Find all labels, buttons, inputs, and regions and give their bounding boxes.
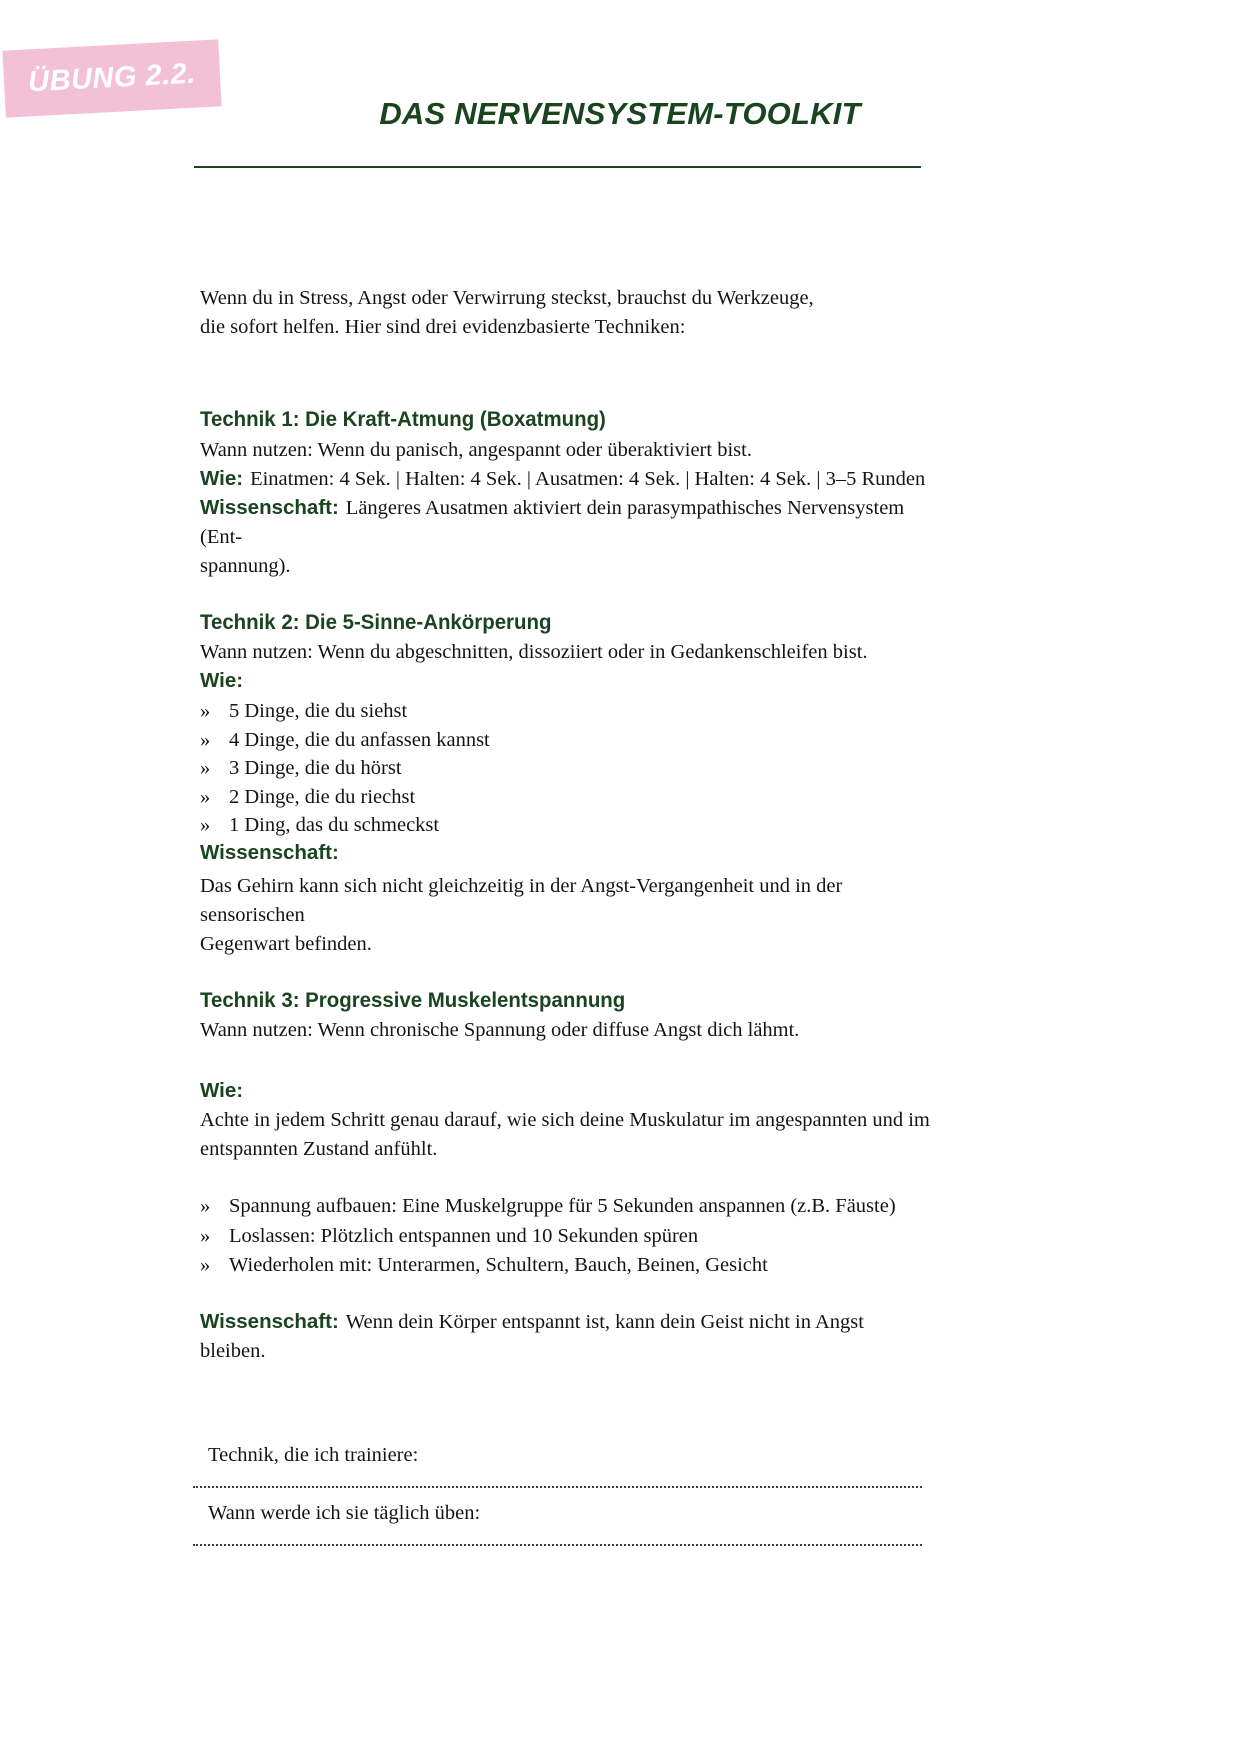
technik2-wissenschaft-text1: Das Gehirn kann sich nicht gleichzeitig in der Angst-Vergangenheit und in der sensorischen xyxy=(200,875,843,926)
wie-label: Wie: xyxy=(200,467,244,490)
technik1-wann: Wann nutzen: Wenn du panisch, angespannt oder überaktiviert bist. xyxy=(200,439,752,461)
intro-line-1: Wenn du in Stress, Angst oder Verwirrung steckst, brauchst du Werkzeuge, xyxy=(200,287,814,309)
list-item-text: 5 Dinge, die du siehst xyxy=(229,700,408,722)
bullet-marker: » xyxy=(200,700,211,722)
technik1-wie xyxy=(200,464,932,494)
technik3-heading: Technik 3: Progressive Muskelentspannung xyxy=(200,988,626,1012)
wissenschaft-label: Wissenschaft: xyxy=(200,1310,339,1333)
technik1-wissenschaft-text2: spannung). xyxy=(200,555,291,577)
list-item-text: 2 Dinge, die du riechst xyxy=(229,785,416,808)
technik2-wissenschaft-label-row xyxy=(200,838,932,868)
list-item xyxy=(200,1251,932,1281)
wissenschaft-label: Wissenschaft: xyxy=(200,841,339,864)
bullet-marker: » xyxy=(200,785,211,808)
page-title: DAS NERVENSYSTEM-TOOLKIT xyxy=(379,96,861,131)
technik2-wann: Wann nutzen: Wenn du abgeschnitten, dissoziiert oder in Gedankenschleifen bist. xyxy=(200,641,868,663)
list-item-text: 4 Dinge, die du anfassen kannst xyxy=(229,728,490,751)
technik3-body-line2: entspannten Zustand anfühlt. xyxy=(200,1138,438,1160)
technik3-body-line1: Achte in jedem Schritt genau darauf, wie sich deine Muskulatur im angespannten und im xyxy=(200,1109,930,1131)
technik3-wissenschaft-text: Wenn dein Körper entspannt ist, kann dein Geist nicht in Angst bleiben. xyxy=(200,1311,864,1362)
technik3-wie-label-row xyxy=(200,1076,932,1106)
list-item xyxy=(200,1192,932,1222)
bullet-marker: » xyxy=(200,1254,211,1276)
bullet-marker: » xyxy=(200,814,211,836)
technik2-wissenschaft-text2: Gegenwart befinden. xyxy=(200,933,372,955)
intro-line-2: die sofort helfen. Hier sind drei evidenzbasierte Techniken: xyxy=(200,316,686,338)
technik2-wissenschaft-body xyxy=(200,872,932,959)
technik1-wie-text: Einatmen: 4 Sek. | Halten: 4 Sek. | Ausatmen: 4 Sek. | Halten: 4 Sek. | 3–5 Runden xyxy=(250,468,926,490)
technik1-heading: Technik 1: Die Kraft-Atmung (Boxatmung) xyxy=(200,407,606,431)
technik2-wie xyxy=(200,666,932,696)
list-item-text: 3 Dinge, die du hörst xyxy=(229,757,402,779)
technik1-wissenschaft-line1 xyxy=(200,493,932,552)
technik1-wissenschaft-text1: Längeres Ausatmen aktiviert dein parasympathisches Nervensystem (Ent- xyxy=(200,497,905,548)
list-item xyxy=(200,811,932,840)
list-item xyxy=(200,754,932,783)
wie-label: Wie: xyxy=(200,1079,244,1102)
bullet-marker: » xyxy=(200,757,211,779)
bullet-marker: » xyxy=(200,728,211,751)
list-item-text: Loslassen: Plötzlich entspannen und 10 Sekunden spüren xyxy=(229,1224,699,1247)
exercise-badge-label: ÜBUNG 2.2. xyxy=(27,57,197,99)
wissenschaft-label: Wissenschaft: xyxy=(200,496,339,519)
field2-label: Wann werde ich sie täglich üben: xyxy=(208,1502,481,1524)
list-item xyxy=(200,783,932,812)
technik2-senses-list xyxy=(200,697,932,840)
technik3-body xyxy=(200,1106,932,1164)
technik2-heading: Technik 2: Die 5-Sinne-Ankörperung xyxy=(200,610,552,634)
title-divider xyxy=(194,166,921,168)
list-item-text: 1 Ding, das du schmeckst xyxy=(229,814,440,836)
list-item xyxy=(200,1222,932,1252)
technik3-wissenschaft xyxy=(200,1307,932,1366)
wie-label: Wie: xyxy=(200,669,244,692)
bullet-marker: » xyxy=(200,1195,211,1217)
field1-write-line[interactable] xyxy=(193,1486,922,1488)
technik3-steps-list xyxy=(200,1192,932,1281)
technik1-wissenschaft xyxy=(200,493,932,581)
technik3-wann: Wann nutzen: Wenn chronische Spannung oder diffuse Angst dich lähmt. xyxy=(200,1019,800,1041)
list-item-text: Wiederholen mit: Unterarmen, Schultern, Bauch, Beinen, Gesicht xyxy=(229,1254,768,1276)
list-item-text: Spannung aufbauen: Eine Muskelgruppe für 5 Sekunden anspannen (z.B. Fäuste) xyxy=(229,1195,896,1217)
intro-paragraph xyxy=(200,284,932,342)
field1-label: Technik, die ich trainiere: xyxy=(208,1444,419,1466)
field2-write-line[interactable] xyxy=(193,1544,922,1546)
list-item xyxy=(200,726,932,755)
bullet-marker: » xyxy=(200,1224,211,1247)
list-item xyxy=(200,697,932,726)
